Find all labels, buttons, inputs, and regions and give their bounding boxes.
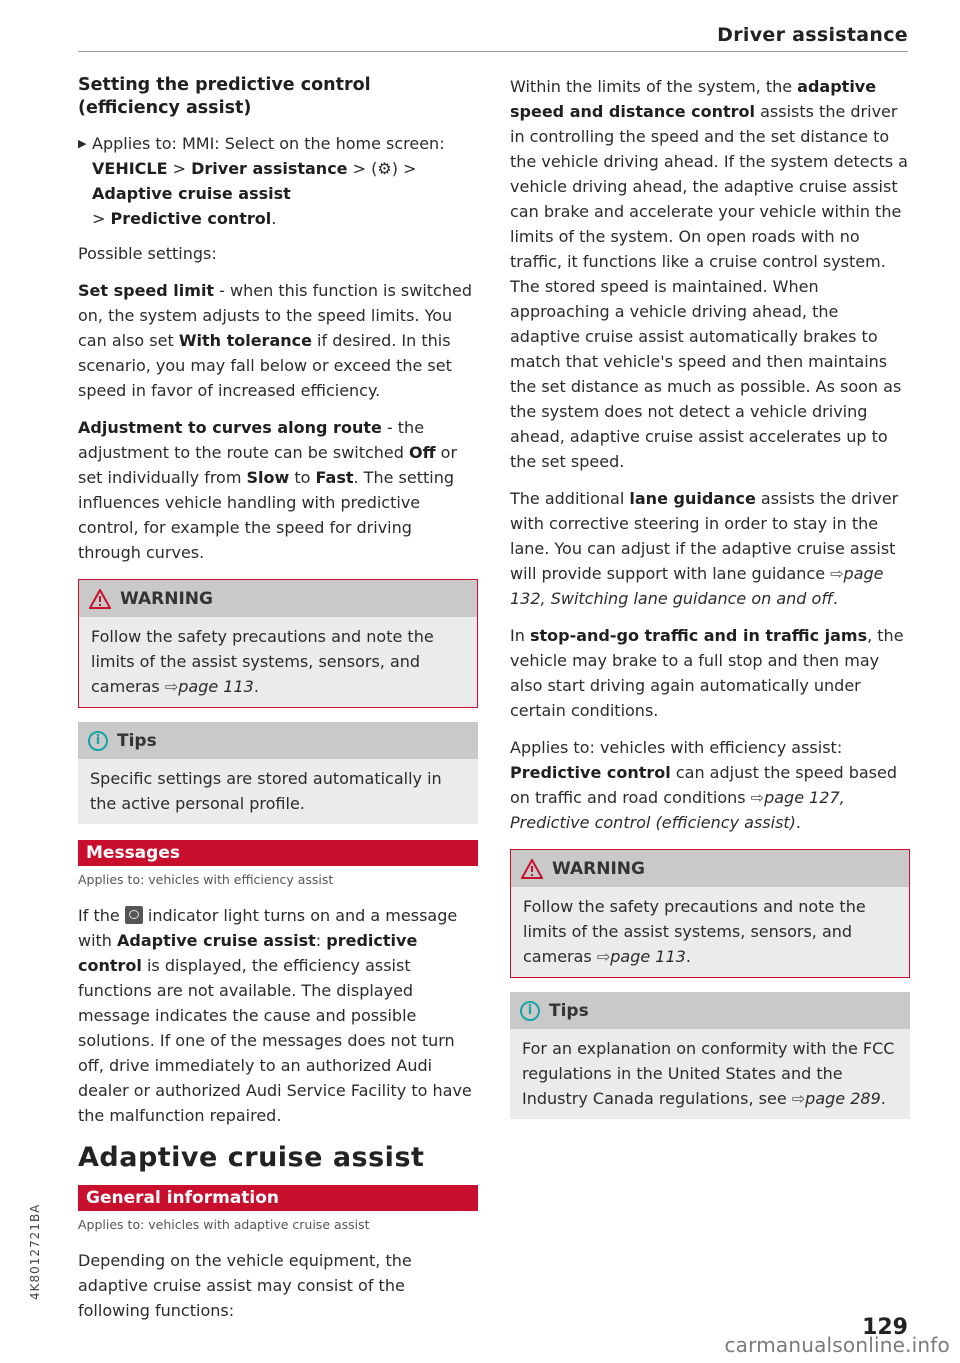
warning-header: WARNING <box>79 580 477 617</box>
curves-adjustment-paragraph: Adjustment to curves along route - the adjustment to the route can be switched Off or set individually from Slow to Fast. The setting influences vehicle handling with predictive control, for example the speed for driving through curves. <box>78 418 458 562</box>
messages-applies: Applies to: vehicles with efficiency assist <box>78 872 334 887</box>
applies-triangle-icon: ▶ <box>78 137 87 150</box>
right-column <box>510 74 910 1133</box>
predictive-control-paragraph: Applies to: vehicles with efficiency assist: Predictive control can adjust the speed based on traffic and road conditions ⇨page 127, Predictive control (efficiency assist). <box>510 738 897 832</box>
warning-text: Follow the safety precautions and note the limits of the assist systems, sensors, and cameras ⇨page 113. <box>91 627 434 696</box>
warning-triangle-icon <box>89 589 111 609</box>
menu-path-adaptive-cruise: Adaptive cruise assist <box>92 184 291 203</box>
header-rule <box>78 51 908 52</box>
page-link[interactable]: page 113 <box>178 677 254 696</box>
acc-applies: Applies to: vehicles with adaptive cruise assist <box>78 1217 370 1232</box>
document-code: 4K8012721BA <box>28 1203 42 1300</box>
link-arrow-icon: ⇨ <box>791 1089 806 1108</box>
link-arrow-icon: ⇨ <box>830 564 844 583</box>
page-link[interactable]: page 289 <box>805 1089 881 1108</box>
header-title: Driver assistance <box>717 24 908 46</box>
lane-guidance-paragraph: The additional lane guidance assists the driver with corrective steering in order to stay in the lane. You can adjust if the adaptive cruise assist will provide support with lane guidance ⇨page 132, Switching lane guidance on and off. <box>510 489 899 608</box>
warning-header: WARNING <box>511 850 909 887</box>
messages-paragraph: If the indicator light turns on and a message with Adaptive cruise assist: predictive control is displayed, the efficiency assist functions are not available. The displayed message indicates the cause and possible solutions. If one of the messages does not turn off, drive immediately to an authorized Audi dealer or authorized Audi Service Facility to have the malfunction repaired. <box>78 906 472 1125</box>
general-info-heading: General information <box>78 1185 478 1211</box>
tips-header: i Tips <box>78 722 478 759</box>
messages-heading: Messages <box>78 840 478 866</box>
link-arrow-icon: ⇨ <box>750 788 765 807</box>
tips-box <box>510 992 910 1119</box>
tips-text: For an explanation on conformity with the FCC regulations in the United States and the Industry Canada regulations, see ⇨page 289. <box>522 1039 895 1108</box>
gear-icon: (⚙) <box>371 159 398 178</box>
efficiency-indicator-icon <box>125 906 143 924</box>
acc-description-paragraph: Within the limits of the system, the adaptive speed and distance control assists the driver in controlling the speed and the set distance to the vehicle driving ahead. If the system detects a vehicle driving ahead, the adaptive cruise assist can brake and accelerate your vehicle within the limits of the system. On open roads with no traffic, it functions like a cruise control system. The stored speed is maintained. When approaching a vehicle driving ahead, the adaptive cruise assist automatically brakes to match that vehicle's speed and then maintains the set distance as much as possible. As soon as the system does not detect a vehicle driving ahead, adaptive cruise assist accelerates up to the set speed. <box>510 77 908 471</box>
section-title-predictive-control: Setting the predictive control (efficiency assist) <box>78 75 371 118</box>
link-arrow-icon: ⇨ <box>596 947 611 966</box>
warning-triangle-icon <box>521 859 543 879</box>
menu-path-vehicle: VEHICLE <box>92 159 168 178</box>
page-link[interactable]: page 127, Predictive control (efficiency assist) <box>510 788 845 832</box>
warning-text: Follow the safety precautions and note the limits of the assist systems, sensors, and cameras ⇨page 113. <box>523 897 866 966</box>
menu-path-driver-assistance: Driver assistance <box>191 159 348 178</box>
warning-box <box>78 579 478 708</box>
warning-box <box>510 849 910 978</box>
acc-intro-paragraph: Depending on the vehicle equipment, the adaptive cruise assist may consist of the following functions: <box>78 1251 412 1320</box>
tips-header: i Tips <box>510 992 910 1029</box>
page-number: 129 <box>862 1315 908 1340</box>
page-link[interactable]: page 132, Switching lane guidance on and off <box>510 564 884 608</box>
info-icon: i <box>88 731 108 751</box>
page-link[interactable]: page 113 <box>610 947 686 966</box>
set-speed-limit-paragraph: Set speed limit - when this function is switched on, the system adjusts to the speed limits. You can also set With tolerance if desired. In this scenario, you may fall below or exceed the set speed in favor of increased efficiency. <box>78 281 472 400</box>
possible-settings-label: Possible settings: <box>78 244 217 263</box>
adaptive-cruise-title: Adaptive cruise assist <box>78 1142 425 1173</box>
link-arrow-icon: ⇨ <box>164 677 179 696</box>
info-icon: i <box>520 1001 540 1021</box>
tips-box <box>78 722 478 824</box>
left-column <box>78 74 478 1335</box>
watermark: carmanualsonline.info <box>724 1333 950 1357</box>
stop-and-go-paragraph: In stop-and-go traffic and in traffic jams, the vehicle may brake to a full stop and then may also start driving again automatically under certain conditions. <box>510 626 904 720</box>
tips-text: Specific settings are stored automatically in the active personal profile. <box>90 769 442 813</box>
menu-path-predictive-control: Predictive control <box>110 209 272 228</box>
applies-to-mmi: ▶ Applies to: MMI: Select on the home screen: VEHICLE > Driver assistance > (⚙) > Adaptive cruise assist > Predictive control. <box>78 131 478 231</box>
